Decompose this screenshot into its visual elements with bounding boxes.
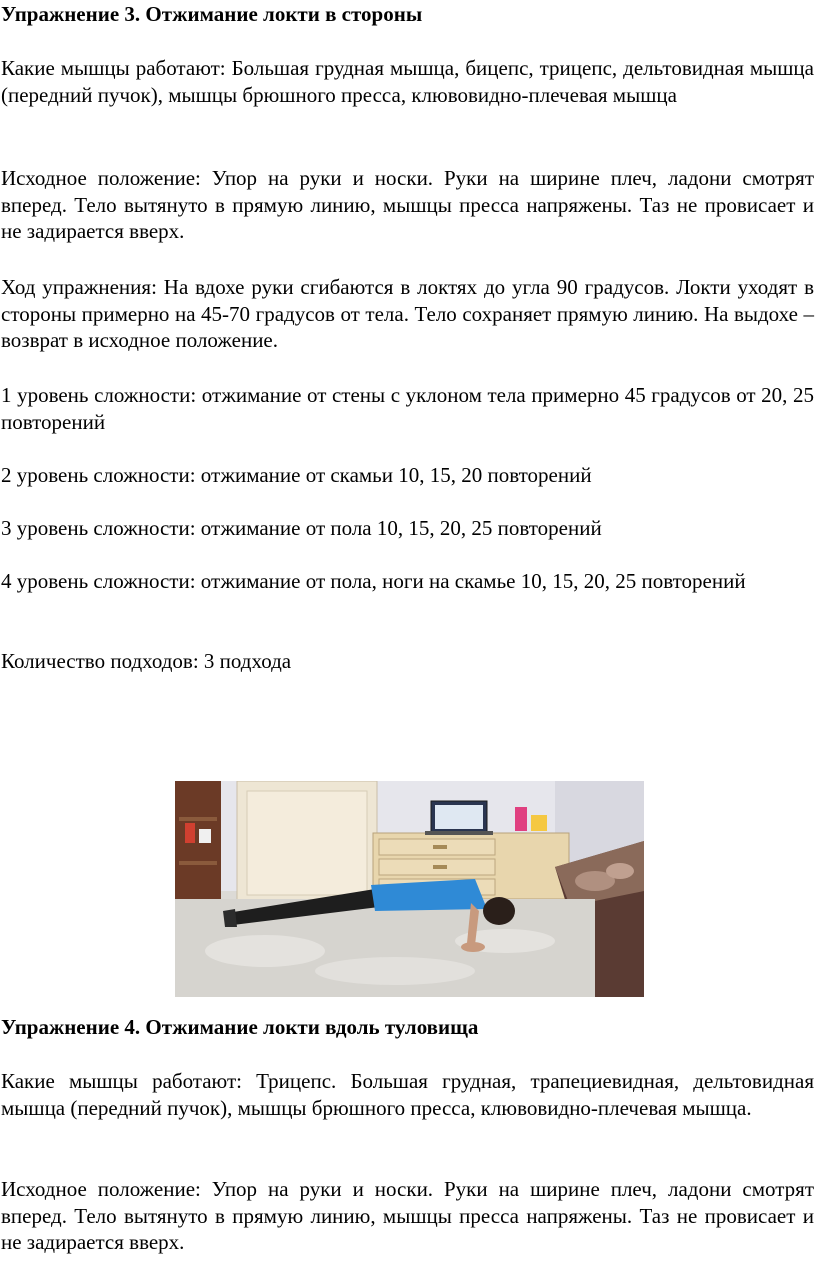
exercise-3-level-4: 4 уровень сложности: отжимание от пола, ноги на скамье 10, 15, 20, 25 повторений bbox=[1, 569, 746, 593]
exercise-3-level-1: 1 уровень сложности: отжимание от стены с уклоном тела примерно 45 градусов от 20, 25 повторений bbox=[1, 383, 814, 434]
exercise-3-title: Упражнение 3. Отжимание локти в стороны bbox=[1, 2, 423, 26]
exercise-3-sets: Количество подходов: 3 подхода bbox=[1, 649, 292, 673]
pushup-photo-illustration bbox=[175, 781, 644, 997]
exercise-3-start-position: Исходное положение: Упор на руки и носки. Руки на ширине плеч, ладони смотрят вперед. Тело вытянуто в прямую линию, мышцы пресса напряжены. Таз не провисает и не задирается вверх. bbox=[1, 166, 814, 244]
exercise-4-title: Упражнение 4. Отжимание локти вдоль туловища bbox=[1, 1015, 479, 1039]
exercise-3-level-2: 2 уровень сложности: отжимание от скамьи 10, 15, 20 повторений bbox=[1, 463, 592, 487]
exercise-4-muscles: Какие мышцы работают: Трицепс. Большая грудная, трапециевидная, дельтовидная мышца (передний пучок), мышцы брюшного пресса, клювовидно-плечевая мышца. bbox=[1, 1069, 814, 1120]
exercise-3-level-3: 3 уровень сложности: отжимание от пола 10, 15, 20, 25 повторений bbox=[1, 516, 602, 540]
pushup-photo bbox=[175, 781, 644, 997]
exercise-3-course: Ход упражнения: На вдохе руки сгибаются в локтях до угла 90 градусов. Локти уходят в стороны примерно на 45-70 градусов от тела. Тело сохраняет прямую линию. На выдохе – возврат в исходное положение. bbox=[1, 275, 814, 353]
exercise-3-muscles: Какие мышцы работают: Большая грудная мышца, бицепс, трицепс, дельтовидная мышца (передний пучок), мышцы брюшного пресса, клювовидно-плечевая мышца bbox=[1, 56, 814, 107]
exercise-4-start-position: Исходное положение: Упор на руки и носки. Руки на ширине плеч, ладони смотрят вперед. Тело вытянуто в прямую линию, мышцы пресса напряжены. Таз не провисает и не задирается вверх. bbox=[1, 1177, 814, 1255]
